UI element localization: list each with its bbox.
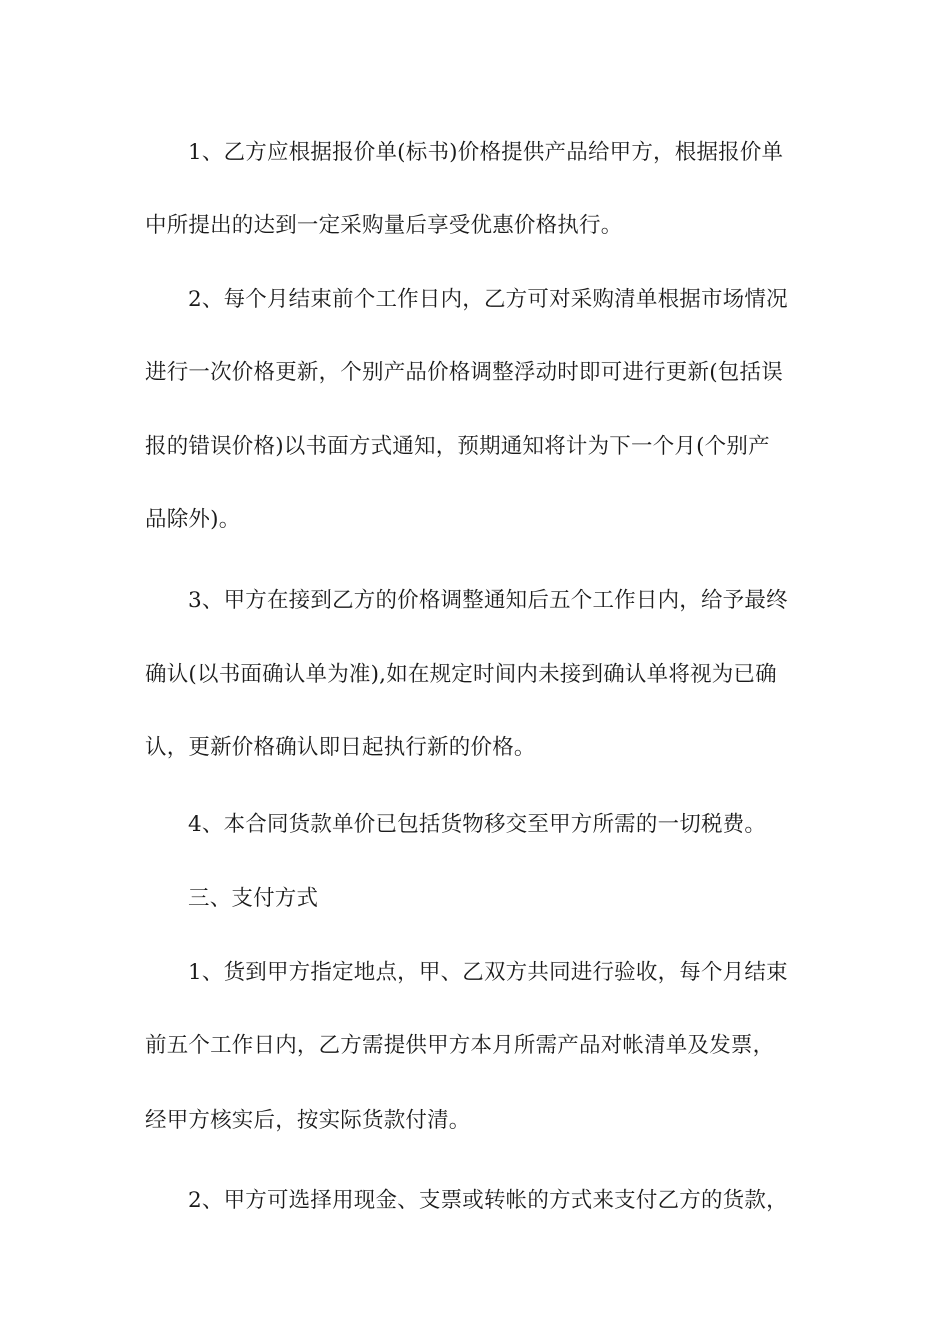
- paragraph-line: 1、乙方应根据报价单(标书)价格提供产品给甲方，根据报价单: [188, 140, 784, 165]
- paragraph-line: 2、甲方可选择用现金、支票或转帐的方式来支付乙方的货款，: [188, 1188, 788, 1213]
- paragraph-line: 前五个工作日内，乙方需提供甲方本月所需产品对帐清单及发票，: [145, 1033, 775, 1058]
- paragraph-line: 1、货到甲方指定地点，甲、乙双方共同进行验收，每个月结束: [188, 960, 788, 985]
- paragraph-line: 认，更新价格确认即日起执行新的价格。: [145, 735, 536, 760]
- paragraph-line: 中所提出的达到一定采购量后享受优惠价格执行。: [145, 213, 623, 238]
- paragraph-line: 报的错误价格)以书面方式通知，预期通知将计为下一个月(个别产: [145, 434, 770, 459]
- paragraph-line: 2、每个月结束前个工作日内，乙方可对采购清单根据市场情况: [188, 287, 788, 312]
- paragraph-line: 进行一次价格更新，个别产品价格调整浮动时即可进行更新(包括误: [145, 360, 783, 385]
- paragraph-line: 4、本合同货款单价已包括货物移交至甲方所需的一切税费。: [188, 812, 767, 837]
- paragraph-line: 经甲方核实后，按实际货款付清。: [145, 1108, 471, 1133]
- paragraph-line: 3、甲方在接到乙方的价格调整通知后五个工作日内，给予最终: [188, 588, 788, 613]
- paragraph-line: 品除外)。: [145, 507, 241, 532]
- section-heading: 三、支付方式: [188, 886, 319, 911]
- paragraph-line: 确认(以书面确认单为准),如在规定时间内未接到确认单将视为已确: [145, 662, 777, 687]
